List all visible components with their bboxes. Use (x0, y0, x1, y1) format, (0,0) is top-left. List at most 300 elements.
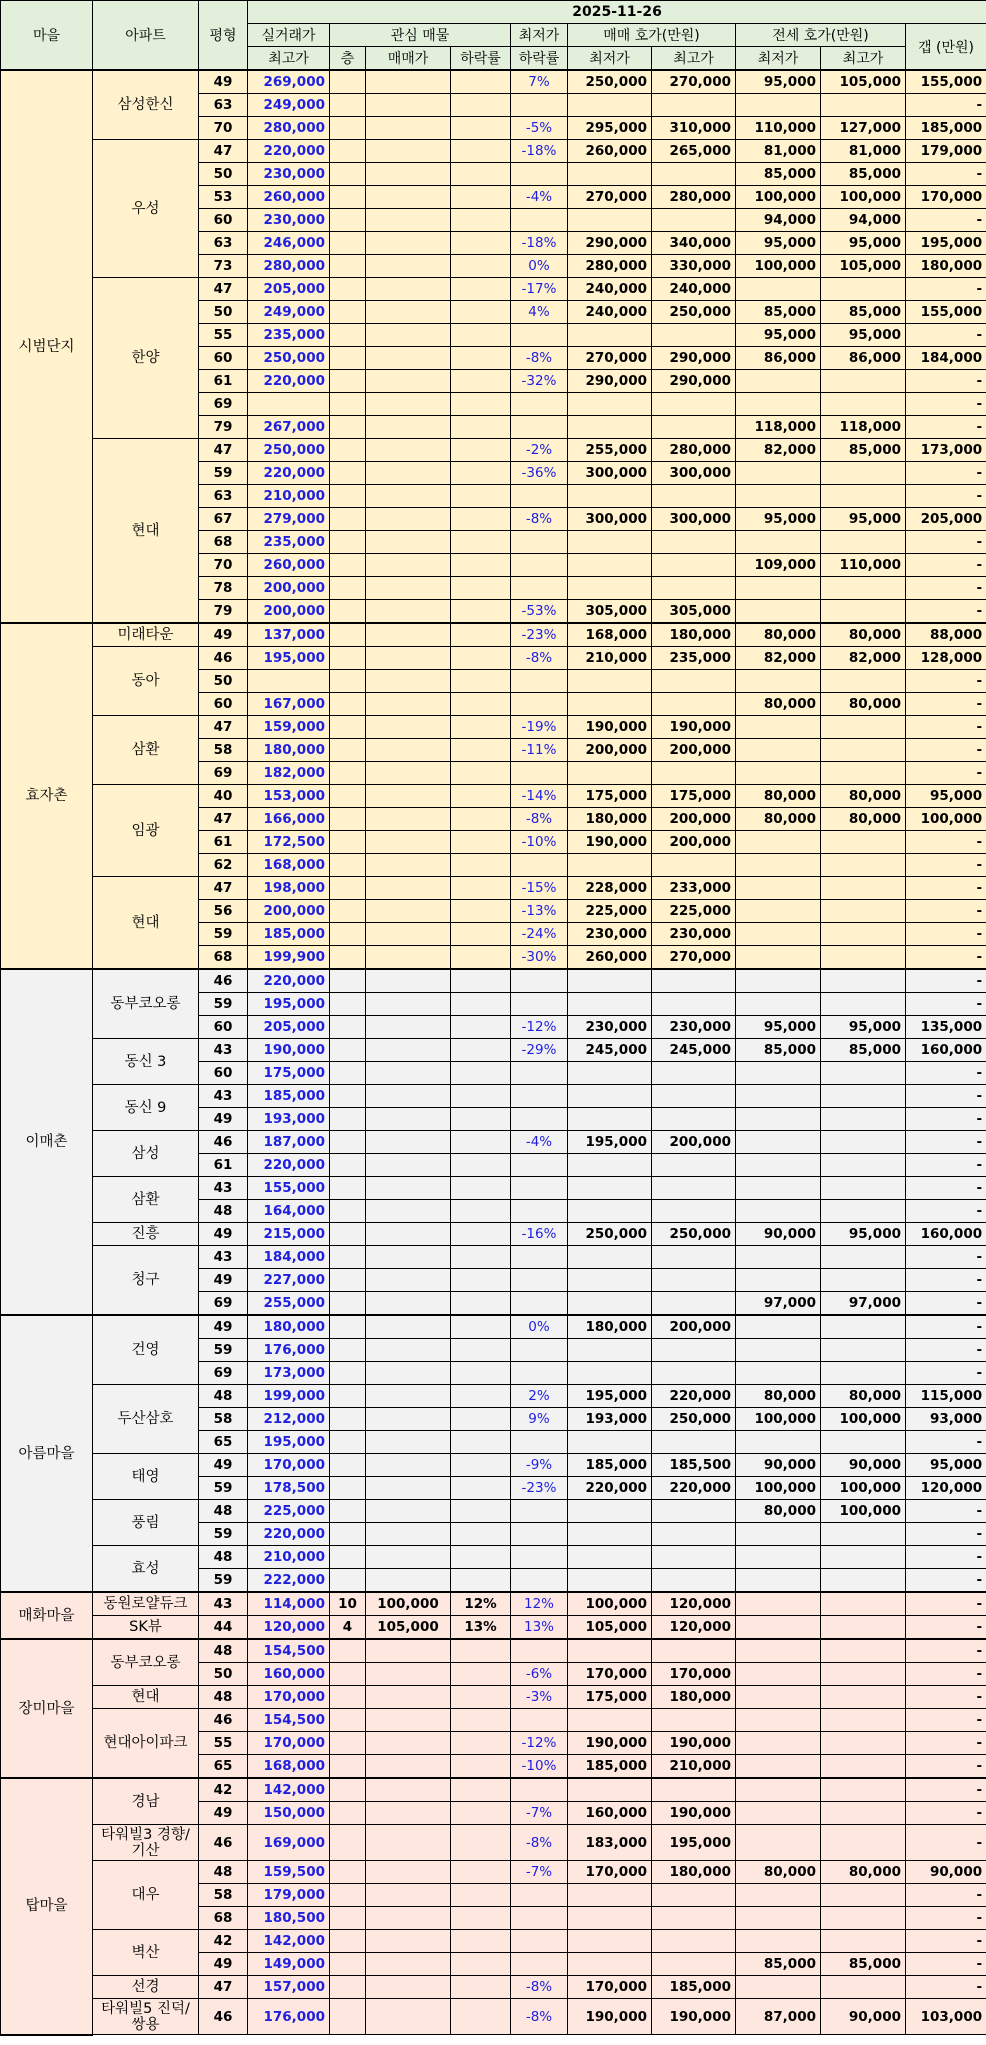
cell-size: 43 (199, 1177, 248, 1200)
cell-jeonse-max: 95,000 (821, 1016, 906, 1039)
cell-sale-max: 245,000 (652, 1039, 736, 1062)
cell-sale-min (568, 554, 652, 577)
cell-actual-max: 220,000 (248, 969, 330, 993)
cell-min-drop-rate: -8% (511, 808, 568, 831)
cell-interest-floor (330, 416, 366, 439)
cell-sale-max: 170,000 (652, 1663, 736, 1686)
cell-size: 48 (199, 1861, 248, 1884)
cell-sale-max (652, 1177, 736, 1200)
cell-size: 61 (199, 831, 248, 854)
cell-sale-min: 195,000 (568, 1385, 652, 1408)
cell-interest-drop (451, 70, 511, 94)
cell-jeonse-max (821, 1976, 906, 1999)
cell-interest-price (366, 785, 451, 808)
cell-jeonse-max: 81,000 (821, 140, 906, 163)
cell-actual-max (248, 393, 330, 416)
cell-interest-price (366, 762, 451, 785)
cell-size: 49 (199, 1269, 248, 1292)
cell-jeonse-max (821, 1592, 906, 1616)
cell-jeonse-min (736, 1709, 821, 1732)
cell-size: 69 (199, 1292, 248, 1316)
apartment-name: 삼환 (93, 716, 199, 785)
cell-sale-max: 200,000 (652, 831, 736, 854)
cell-gap: - (906, 670, 986, 693)
cell-interest-drop (451, 1200, 511, 1223)
cell-sale-max (652, 1362, 736, 1385)
apartment-name: 삼성한신 (93, 70, 199, 140)
cell-jeonse-min: 82,000 (736, 439, 821, 462)
cell-interest-price (366, 1292, 451, 1316)
cell-min-drop-rate: 4% (511, 301, 568, 324)
cell-jeonse-max: 80,000 (821, 623, 906, 647)
apartment-name: 경남 (93, 1778, 199, 1825)
cell-gap: - (906, 1663, 986, 1686)
apartment-name: 미래타운 (93, 623, 199, 647)
cell-gap: - (906, 485, 986, 508)
cell-interest-drop (451, 439, 511, 462)
cell-interest-price (366, 1016, 451, 1039)
cell-gap: - (906, 209, 986, 232)
cell-interest-price (366, 1039, 451, 1062)
cell-interest-floor (330, 577, 366, 600)
cell-interest-price (366, 900, 451, 923)
cell-sale-max (652, 1062, 736, 1085)
cell-sale-max: 290,000 (652, 347, 736, 370)
cell-sale-min (568, 1639, 652, 1663)
cell-interest-drop (451, 508, 511, 531)
cell-jeonse-min: 86,000 (736, 347, 821, 370)
cell-actual-max: 195,000 (248, 993, 330, 1016)
cell-interest-drop (451, 1861, 511, 1884)
cell-sale-min: 180,000 (568, 1315, 652, 1339)
cell-interest-floor (330, 393, 366, 416)
cell-interest-price (366, 1686, 451, 1709)
cell-sale-max: 270,000 (652, 946, 736, 970)
cell-interest-floor (330, 278, 366, 301)
cell-jeonse-min (736, 1200, 821, 1223)
cell-actual-max: 200,000 (248, 900, 330, 923)
cell-interest-drop (451, 1999, 511, 2035)
cell-interest-price (366, 554, 451, 577)
cell-interest-floor (330, 946, 366, 970)
cell-sale-max (652, 1339, 736, 1362)
cell-jeonse-max (821, 1177, 906, 1200)
cell-jeonse-max: 95,000 (821, 508, 906, 531)
cell-jeonse-min: 100,000 (736, 186, 821, 209)
cell-actual-max: 142,000 (248, 1778, 330, 1802)
cell-jeonse-min: 95,000 (736, 1016, 821, 1039)
cell-actual-max: 184,000 (248, 1246, 330, 1269)
cell-jeonse-min (736, 1907, 821, 1930)
cell-interest-price (366, 831, 451, 854)
cell-gap: 103,000 (906, 1999, 986, 2035)
cell-interest-price (366, 1431, 451, 1454)
cell-gap: 179,000 (906, 140, 986, 163)
cell-gap: - (906, 1778, 986, 1802)
cell-sale-max (652, 209, 736, 232)
table-row (1, 1976, 986, 1999)
cell-jeonse-min: 110,000 (736, 117, 821, 140)
cell-interest-floor (330, 1408, 366, 1431)
cell-sale-min (568, 577, 652, 600)
cell-gap: - (906, 1732, 986, 1755)
cell-sale-min (568, 531, 652, 554)
cell-actual-max: 172,500 (248, 831, 330, 854)
cell-gap: - (906, 1802, 986, 1825)
header-jeonse: 전세 호가(만원) (736, 24, 906, 47)
cell-interest-price (366, 1246, 451, 1269)
cell-gap: 120,000 (906, 1477, 986, 1500)
cell-interest-drop (451, 1778, 511, 1802)
cell-interest-drop (451, 1085, 511, 1108)
cell-jeonse-min: 100,000 (736, 1408, 821, 1431)
cell-jeonse-max (821, 1154, 906, 1177)
cell-interest-floor (330, 163, 366, 186)
cell-interest-drop (451, 1246, 511, 1269)
cell-interest-floor (330, 854, 366, 877)
cell-sale-max (652, 485, 736, 508)
cell-jeonse-max: 110,000 (821, 554, 906, 577)
cell-interest-floor (330, 554, 366, 577)
table-row (1, 647, 986, 670)
cell-sale-max (652, 1500, 736, 1523)
cell-min-drop-rate (511, 554, 568, 577)
cell-sale-min (568, 1907, 652, 1930)
cell-size: 58 (199, 739, 248, 762)
cell-sale-max: 250,000 (652, 1223, 736, 1246)
cell-sale-min: 290,000 (568, 232, 652, 255)
cell-sale-min: 175,000 (568, 1686, 652, 1709)
cell-actual-max: 220,000 (248, 370, 330, 393)
cell-min-drop-rate: 0% (511, 1315, 568, 1339)
cell-gap: - (906, 1639, 986, 1663)
table-row (1, 1454, 986, 1477)
cell-size: 47 (199, 877, 248, 900)
cell-jeonse-max: 80,000 (821, 808, 906, 831)
cell-interest-floor (330, 1884, 366, 1907)
cell-sale-min: 250,000 (568, 70, 652, 94)
cell-interest-price (366, 1200, 451, 1223)
cell-interest-floor (330, 623, 366, 647)
cell-actual-max: 210,000 (248, 1546, 330, 1569)
cell-interest-floor (330, 762, 366, 785)
cell-interest-floor (330, 1639, 366, 1663)
cell-interest-price (366, 1930, 451, 1953)
cell-jeonse-min (736, 1592, 821, 1616)
cell-interest-floor (330, 900, 366, 923)
table-row (1, 1592, 986, 1616)
apartment-name: 진흥 (93, 1223, 199, 1246)
cell-jeonse-min (736, 94, 821, 117)
cell-sale-min: 250,000 (568, 1223, 652, 1246)
cell-min-drop-rate (511, 577, 568, 600)
cell-interest-floor (330, 1976, 366, 1999)
cell-sale-max: 305,000 (652, 600, 736, 624)
cell-sale-min (568, 1709, 652, 1732)
cell-sale-max: 190,000 (652, 716, 736, 739)
cell-interest-floor (330, 785, 366, 808)
cell-min-drop-rate (511, 209, 568, 232)
cell-interest-floor (330, 1431, 366, 1454)
cell-min-drop-rate (511, 531, 568, 554)
cell-actual-max: 173,000 (248, 1362, 330, 1385)
cell-sale-min (568, 854, 652, 877)
cell-interest-drop (451, 1755, 511, 1779)
cell-sale-min (568, 416, 652, 439)
cell-interest-price (366, 1778, 451, 1802)
cell-gap: - (906, 600, 986, 624)
apartment-name: 동부코오롱 (93, 969, 199, 1039)
cell-sale-max (652, 94, 736, 117)
cell-interest-drop (451, 324, 511, 347)
cell-min-drop-rate (511, 1778, 568, 1802)
cell-jeonse-min (736, 739, 821, 762)
cell-jeonse-max (821, 600, 906, 624)
cell-sale-max: 175,000 (652, 785, 736, 808)
cell-sale-max: 230,000 (652, 923, 736, 946)
cell-size: 42 (199, 1778, 248, 1802)
cell-gap: - (906, 1200, 986, 1223)
cell-jeonse-max: 95,000 (821, 324, 906, 347)
cell-jeonse-min (736, 1131, 821, 1154)
cell-sale-min: 180,000 (568, 808, 652, 831)
cell-sale-max (652, 1778, 736, 1802)
cell-actual-max: 205,000 (248, 1016, 330, 1039)
cell-interest-floor (330, 993, 366, 1016)
cell-actual-max: 167,000 (248, 693, 330, 716)
cell-interest-price (366, 232, 451, 255)
cell-jeonse-min (736, 1663, 821, 1686)
cell-jeonse-min: 81,000 (736, 140, 821, 163)
cell-interest-floor (330, 324, 366, 347)
apartment-name: 대우 (93, 1861, 199, 1930)
cell-size: 65 (199, 1431, 248, 1454)
cell-interest-floor (330, 1039, 366, 1062)
cell-interest-floor (330, 1269, 366, 1292)
cell-jeonse-max: 95,000 (821, 232, 906, 255)
cell-jeonse-max (821, 670, 906, 693)
cell-jeonse-max: 85,000 (821, 439, 906, 462)
cell-jeonse-max (821, 1907, 906, 1930)
cell-interest-floor (330, 117, 366, 140)
cell-interest-drop (451, 1639, 511, 1663)
cell-sale-min (568, 1062, 652, 1085)
cell-gap: - (906, 1523, 986, 1546)
cell-interest-price (366, 1477, 451, 1500)
cell-actual-max: 185,000 (248, 1085, 330, 1108)
header-sale-min: 최저가 (568, 47, 652, 71)
cell-sale-min (568, 209, 652, 232)
cell-interest-price (366, 1523, 451, 1546)
cell-size: 69 (199, 1362, 248, 1385)
cell-min-drop-rate (511, 1246, 568, 1269)
cell-sale-max (652, 1709, 736, 1732)
cell-gap: - (906, 163, 986, 186)
header-size: 평형 (199, 1, 248, 71)
header-interest-floor: 층 (330, 47, 366, 71)
apartment-name: 태영 (93, 1454, 199, 1500)
cell-interest-drop (451, 1930, 511, 1953)
cell-gap: 195,000 (906, 232, 986, 255)
cell-interest-floor (330, 1454, 366, 1477)
header-actual-bottom: 최고가 (248, 47, 330, 71)
cell-gap: - (906, 1085, 986, 1108)
cell-interest-drop (451, 140, 511, 163)
cell-sale-max: 200,000 (652, 1315, 736, 1339)
cell-sale-min: 170,000 (568, 1976, 652, 1999)
cell-size: 61 (199, 1154, 248, 1177)
cell-actual-max: 198,000 (248, 877, 330, 900)
cell-min-drop-rate: -8% (511, 647, 568, 670)
cell-interest-floor (330, 831, 366, 854)
cell-sale-max: 290,000 (652, 370, 736, 393)
cell-actual-max: 220,000 (248, 140, 330, 163)
cell-size: 68 (199, 946, 248, 970)
table-row (1, 623, 986, 647)
cell-interest-floor (330, 301, 366, 324)
cell-jeonse-min (736, 462, 821, 485)
cell-interest-price (366, 1269, 451, 1292)
cell-actual-max: 250,000 (248, 347, 330, 370)
cell-interest-price (366, 1546, 451, 1569)
cell-jeonse-max: 80,000 (821, 785, 906, 808)
cell-min-drop-rate: -5% (511, 117, 568, 140)
cell-size: 63 (199, 94, 248, 117)
cell-sale-max (652, 1569, 736, 1593)
table-row (1, 1709, 986, 1732)
cell-gap: - (906, 877, 986, 900)
cell-size: 47 (199, 716, 248, 739)
cell-actual-max: 176,000 (248, 1339, 330, 1362)
table-row (1, 1085, 986, 1108)
cell-interest-drop (451, 762, 511, 785)
cell-sale-max: 120,000 (652, 1592, 736, 1616)
cell-jeonse-max: 100,000 (821, 186, 906, 209)
cell-sale-max: 240,000 (652, 278, 736, 301)
cell-interest-floor (330, 969, 366, 993)
cell-interest-drop (451, 647, 511, 670)
cell-interest-floor (330, 647, 366, 670)
cell-interest-floor (330, 923, 366, 946)
cell-gap: - (906, 993, 986, 1016)
cell-min-drop-rate: 0% (511, 255, 568, 278)
cell-jeonse-max: 95,000 (821, 1223, 906, 1246)
cell-interest-drop (451, 1663, 511, 1686)
cell-interest-price (366, 324, 451, 347)
cell-interest-drop (451, 1523, 511, 1546)
cell-sale-max: 190,000 (652, 1732, 736, 1755)
cell-jeonse-min: 87,000 (736, 1999, 821, 2035)
cell-size: 43 (199, 1085, 248, 1108)
apartment-name: 동부코오롱 (93, 1639, 199, 1686)
cell-interest-price (366, 600, 451, 624)
cell-actual-max: 180,000 (248, 1315, 330, 1339)
table-row (1, 140, 986, 163)
cell-interest-drop (451, 831, 511, 854)
cell-min-drop-rate: -13% (511, 900, 568, 923)
cell-jeonse-max (821, 969, 906, 993)
cell-gap: - (906, 278, 986, 301)
cell-interest-price (366, 623, 451, 647)
cell-sale-min: 290,000 (568, 370, 652, 393)
cell-jeonse-max (821, 1085, 906, 1108)
cell-jeonse-min: 80,000 (736, 1861, 821, 1884)
apartment-name: 동신 9 (93, 1085, 199, 1131)
cell-size: 59 (199, 1339, 248, 1362)
cell-interest-price (366, 1976, 451, 1999)
cell-gap: - (906, 831, 986, 854)
cell-jeonse-min: 90,000 (736, 1223, 821, 1246)
apartment-name: 벽산 (93, 1930, 199, 1976)
cell-jeonse-max (821, 1200, 906, 1223)
cell-interest-price (366, 439, 451, 462)
cell-sale-max (652, 1431, 736, 1454)
cell-size: 50 (199, 301, 248, 324)
cell-size: 42 (199, 1930, 248, 1953)
cell-interest-floor (330, 1062, 366, 1085)
cell-sale-min: 168,000 (568, 623, 652, 647)
cell-interest-drop (451, 900, 511, 923)
cell-actual-max: 120,000 (248, 1616, 330, 1640)
cell-interest-price (366, 1709, 451, 1732)
cell-interest-floor (330, 255, 366, 278)
cell-min-drop-rate: -8% (511, 347, 568, 370)
cell-interest-drop (451, 1131, 511, 1154)
cell-interest-floor (330, 70, 366, 94)
cell-min-drop-rate (511, 1569, 568, 1593)
cell-sale-min: 270,000 (568, 186, 652, 209)
cell-sale-max: 185,000 (652, 1976, 736, 1999)
cell-jeonse-max: 85,000 (821, 1039, 906, 1062)
cell-jeonse-min (736, 393, 821, 416)
cell-sale-min: 200,000 (568, 739, 652, 762)
cell-size: 50 (199, 670, 248, 693)
cell-actual-max: 260,000 (248, 186, 330, 209)
cell-jeonse-min (736, 1930, 821, 1953)
cell-gap: - (906, 1431, 986, 1454)
cell-jeonse-max (821, 1431, 906, 1454)
header-actual-top: 실거래가 (248, 24, 330, 47)
cell-interest-price (366, 946, 451, 970)
apartment-name: 삼환 (93, 1177, 199, 1223)
cell-sale-max: 225,000 (652, 900, 736, 923)
cell-actual-max: 150,000 (248, 1802, 330, 1825)
cell-jeonse-max (821, 462, 906, 485)
cell-interest-price (366, 94, 451, 117)
cell-jeonse-max: 85,000 (821, 163, 906, 186)
cell-jeonse-min (736, 1339, 821, 1362)
cell-interest-floor (330, 693, 366, 716)
cell-gap: - (906, 1108, 986, 1131)
cell-size: 79 (199, 416, 248, 439)
cell-sale-min (568, 1362, 652, 1385)
cell-actual-max: 170,000 (248, 1686, 330, 1709)
cell-interest-price (366, 1339, 451, 1362)
cell-sale-min (568, 393, 652, 416)
cell-interest-floor (330, 1385, 366, 1408)
cell-gap: - (906, 969, 986, 993)
cell-actual-max: 142,000 (248, 1930, 330, 1953)
cell-min-drop-rate: 7% (511, 70, 568, 94)
cell-interest-price: 105,000 (366, 1616, 451, 1640)
cell-sale-max: 190,000 (652, 1999, 736, 2035)
header-min-top: 최저가 (511, 24, 568, 47)
cell-gap: 155,000 (906, 301, 986, 324)
cell-interest-price (366, 1454, 451, 1477)
cell-gap: 173,000 (906, 439, 986, 462)
cell-jeonse-max (821, 1523, 906, 1546)
cell-sale-max (652, 1246, 736, 1269)
